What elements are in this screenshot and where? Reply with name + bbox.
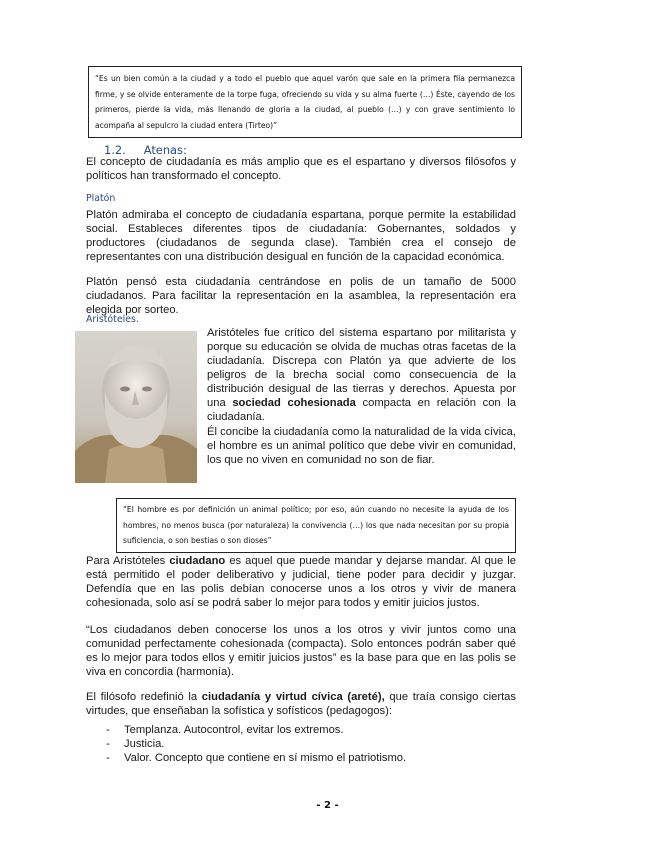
sociedad-cohesionada-bold: sociedad cohesionada [232,397,356,409]
virtues-list [106,723,406,765]
aristoteles-paragraph-4: “Los ciudadanos deben conocerse los unos a los otros y vivir juntos como una comunidad perfectamente cohesionada (compacta). Solo entonces podrán saber qué es lo mejor para todos ellos y emitir juicios justos” es la base para que en las polis se viva en concordia (harmonía). [86,624,516,678]
page-number: - 2 - [316,800,339,811]
intro-paragraph: El concepto de ciudadanía es más amplio que es el espartano y diversos filósofos y políticos han transformado el concepto. [86,156,516,182]
dash-bullet-icon: - [106,724,110,736]
tirteo-quote-text: “Es un bien común a la ciudad y a todo el pueblo que aquel varón que sale en la primera fila permanezca firme, y se olvide enteramente de la torpe fuga, ofreciendo su vida y su alma fuerte (…) Éste, cayendo de los primeros, pierde la vida, más llenando de gloria a la ciudad, al pueblo (…) y con grave sentimiento lo acompaña al sepulcro la ciudad entera (Tirteo)” [95,74,515,130]
ciudadania-virtud-bold: ciudadanía y virtud cívica (areté), [201,691,385,703]
ciudadano-bold: ciudadano [169,555,226,567]
aristoteles-paragraph-1 [207,326,516,424]
aristoteles-paragraph-3 [86,554,516,610]
aristoteles-quote-text: “El hombre es por definición un animal político; por eso, aún cuando no necesite la ayuda de los hombres, no menos busca (por naturaleza) la convivencia (…) los que nada necesitan por su propia suficiencia, o son bestias o son dioses” [123,505,509,545]
dash-bullet-icon: - [106,752,110,764]
aristoteles-heading: Aristóteles. [86,314,139,325]
dash-bullet-icon: - [106,738,110,750]
aristoteles-p1-text: Aristóteles fue crítico del sistema espartano por militarista y porque su educación se olvida de muchas otras facetas de la ciudadanía. Discrepa con Platón ya que advierte de los peligros de la brecha social como consecuencia de la distribución desigual de las tierras y derechos. Apuesta por una [207,327,516,409]
list-item [106,751,406,765]
aristoteles-quote-box [116,498,516,553]
aristoteles-p1-text-end: compacta en relación con la ciudadanía. [207,397,516,423]
aristoteles-paragraph-5 [86,690,516,718]
aristoteles-p5-text-end: que traía consigo ciertas virtudes, que enseñaban la sofística y sofísticos (pedagogos): [86,691,517,717]
aristotle-bust-image [75,331,197,483]
platon-paragraph-2: Platón pensó esta ciudadanía centrándose en polis de un tamaño de 5000 ciudadanos. Para facilitar la representación en la asamblea, la representación era elegida por sorteo. [86,276,516,316]
aristoteles-p3-text-end: es aquel que puede mandar y dejarse mandar. Al que le está permitido el poder deliberativo y judicial, tiene poder para decidir y juzgar. Defendía que en las polis debían conocerse unos a los otros y vivir de manera cohesionada, solo así se podrá saber lo mejor para todos y emitir juicios justos. [86,555,516,609]
section-number: 1.2. [104,143,126,157]
tirteo-quote-box [88,66,522,138]
aristoteles-p3-text: Para Aristóteles [86,555,170,567]
platon-paragraph-1: Platón admiraba el concepto de ciudadanía espartana, porque permite la estabilidad social. Estableces diferentes tipos de ciudadanía: Gobernantes, soldados y productores (ciudadanos de segunda clase). También crea el consejo de representantes con una distribución desigual en función de la capacidad económica. [86,209,516,263]
list-item [106,723,406,737]
list-item-text: Templanza. Autocontrol, evitar los extremos. [124,724,344,736]
list-item-text: Justicia. [124,738,165,750]
section-title: Atenas: [143,143,187,157]
list-item [106,737,406,751]
aristoteles-paragraph-2: Él concibe la ciudadanía como la naturalidad de la vida cívica, el hombre es un animal político que debe vivir en comunidad, los que no viven en comunidad no son de fiar. [207,426,516,466]
platon-heading: Platón [86,193,116,204]
aristotle-bust-icon [75,331,197,483]
list-item-text: Valor. Concepto que contiene en sí mismo el patriotismo. [124,752,407,764]
aristoteles-p5-text: El filósofo redefinió la [86,691,202,703]
